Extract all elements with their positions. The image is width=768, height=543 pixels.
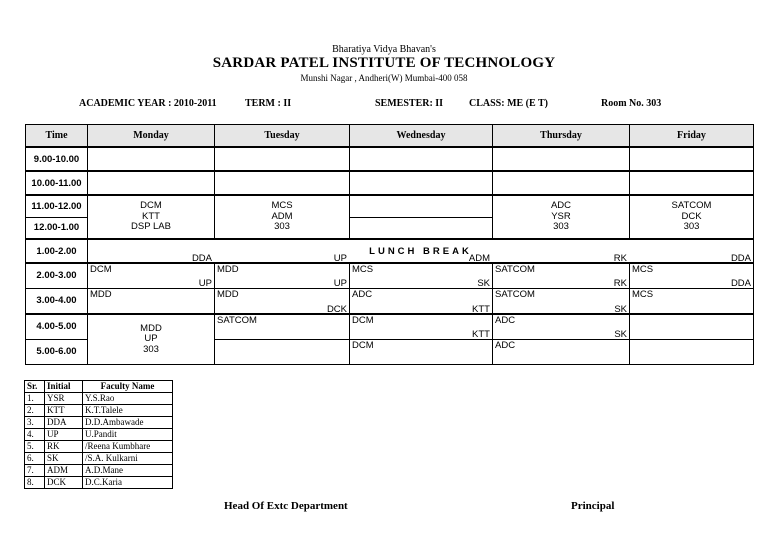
faculty-row (25, 393, 173, 405)
time-slot: 5.00-6.00 (26, 339, 88, 364)
faculty: SK (614, 328, 627, 340)
faculty-name: U.Pandit (83, 429, 173, 441)
room: DSP LAB (131, 221, 171, 233)
faculty-row (25, 477, 173, 489)
institution-address: Munshi Nagar , Andheri(W) Mumbai-400 058 (300, 73, 468, 83)
lecture-cell (350, 253, 493, 288)
table-row (26, 239, 754, 263)
subject: MCS (271, 200, 293, 212)
institution-parent: Bharatiya Vidya Bhavan's (332, 44, 436, 55)
col-header-sr: Sr. (25, 381, 45, 393)
subject: MDD (217, 288, 239, 300)
faculty: YSR (551, 210, 571, 222)
sr-no: 7. (25, 465, 45, 477)
subject: ADC (495, 339, 516, 351)
table-row (26, 195, 754, 217)
faculty: UP (198, 277, 212, 289)
lecture-cell (215, 195, 350, 239)
time-slot: 12.00-1.00 (26, 217, 88, 239)
faculty: SK (614, 304, 627, 315)
table-row (26, 171, 754, 195)
initial: UP (45, 429, 83, 441)
time-slot: 3.00-4.00 (26, 288, 88, 314)
faculty-row (25, 429, 173, 441)
faculty-row (25, 405, 173, 417)
subject: ADC (352, 288, 373, 300)
sr-no: 1. (25, 393, 45, 405)
initial: DCK (45, 477, 83, 489)
sr-no: 4. (25, 429, 45, 441)
institution-title: SARDAR PATEL INSTITUTE OF TECHNOLOGY (212, 55, 556, 71)
table-row (26, 288, 754, 314)
lecture-cell (88, 253, 215, 288)
faculty-name: /Reena Kumbhare (83, 441, 173, 453)
faculty-row (25, 417, 173, 429)
faculty: DDA (191, 253, 212, 264)
faculty: ADM (468, 253, 490, 264)
table-row (26, 263, 754, 288)
lecture-cell (630, 195, 754, 239)
faculty-row (25, 441, 173, 453)
initial: SK (45, 453, 83, 465)
col-header-thursday: Thursday (493, 125, 630, 148)
room: 303 (553, 221, 569, 233)
col-header-time: Time (26, 125, 88, 148)
time-slot: 4.00-5.00 (26, 314, 88, 339)
faculty-name: D.D.Ambawade (83, 417, 173, 429)
faculty: RK (613, 253, 627, 264)
faculty: DCK (326, 304, 347, 315)
subject: MCS (632, 288, 654, 300)
time-slot: 1.00-2.00 (26, 239, 88, 263)
lecture-cell (215, 304, 350, 339)
lecture-cell (88, 277, 215, 314)
faculty-name: D.C.Karia (83, 477, 173, 489)
room: 303 (274, 221, 290, 233)
faculty: DDA (730, 277, 751, 289)
initial: ADM (45, 465, 83, 477)
subject: MDD (140, 322, 162, 334)
lecture-cell (350, 304, 493, 339)
faculty: KTT (142, 210, 160, 222)
subject: SATCOM (495, 288, 535, 300)
faculty: SK (477, 277, 490, 289)
faculty: UP (333, 253, 347, 264)
sr-no: 6. (25, 453, 45, 465)
table-row (26, 314, 754, 339)
subject: MDD (217, 264, 239, 275)
initial: KTT (45, 405, 83, 417)
table-row (26, 147, 754, 171)
lecture-cell (493, 253, 630, 288)
sr-no: 5. (25, 441, 45, 453)
subject: ADC (495, 315, 516, 326)
faculty-table (24, 380, 173, 489)
semester: SEMESTER: II (375, 98, 444, 109)
lecture-cell (493, 328, 630, 364)
faculty-row (25, 453, 173, 465)
time-slot: 11.00-12.00 (26, 195, 88, 217)
col-header-friday: Friday (630, 125, 754, 148)
timetable-header-row (26, 125, 754, 148)
col-header-faculty-name: Faculty Name (83, 381, 173, 393)
lecture-cell (88, 314, 215, 364)
faculty-row (25, 465, 173, 477)
subject: SATCOM (495, 264, 535, 275)
subject: MCS (632, 264, 654, 275)
subject: MCS (352, 264, 374, 275)
sr-no: 2. (25, 405, 45, 417)
lecture-cell (630, 277, 754, 314)
lecture-cell (350, 328, 493, 364)
faculty-header-row (25, 381, 173, 393)
col-header-monday: Monday (88, 125, 215, 148)
sr-no: 8. (25, 477, 45, 489)
col-header-initial: Initial (45, 381, 83, 393)
faculty: DDA (730, 253, 751, 264)
lecture-cell (350, 277, 493, 314)
lecture-cell (493, 195, 630, 239)
timetable (25, 124, 754, 365)
faculty: DCK (681, 210, 702, 222)
subject: SATCOM (217, 315, 257, 326)
lunch-break: LUNCH BREAK (88, 239, 754, 263)
subject: DCM (140, 200, 162, 212)
subject: MDD (90, 288, 112, 300)
lecture-cell (215, 253, 350, 288)
time-slot: 2.00-3.00 (26, 263, 88, 288)
hod-signature-label: Head Of Extc Department (224, 500, 348, 512)
room-number: Room No. 303 (601, 98, 662, 109)
col-header-tuesday: Tuesday (215, 125, 350, 148)
faculty: RK (613, 277, 627, 289)
lecture-cell (493, 304, 630, 339)
term: TERM : II (245, 98, 292, 109)
faculty: ADM (271, 210, 293, 222)
initial: RK (45, 441, 83, 453)
subject: DCM (352, 315, 374, 326)
initial: DDA (45, 417, 83, 429)
room: 303 (143, 343, 159, 355)
subject: ADC (550, 200, 572, 212)
principal-signature-label: Principal (571, 500, 615, 512)
sr-no: 3. (25, 417, 45, 429)
col-header-wednesday: Wednesday (350, 125, 493, 148)
room: 303 (683, 221, 700, 233)
time-slot: 10.00-11.00 (26, 171, 88, 195)
faculty-name: /S.A. Kulkarni (83, 453, 173, 465)
lecture-cell (493, 277, 630, 314)
faculty: UP (333, 277, 347, 289)
academic-year: ACADEMIC YEAR : 2010-2011 (79, 98, 217, 109)
faculty-name: K.T.Talele (83, 405, 173, 417)
faculty: KTT (472, 304, 490, 315)
initial: YSR (45, 393, 83, 405)
class: CLASS: ME (E T) (469, 98, 548, 109)
time-slot: 9.00-10.00 (26, 147, 88, 171)
lecture-cell (88, 195, 215, 239)
subject: DCM (90, 264, 112, 275)
faculty: KTT (472, 328, 490, 340)
faculty-name: A.D.Mane (83, 465, 173, 477)
faculty: UP (144, 333, 158, 344)
faculty-name: Y.S.Rao (83, 393, 173, 405)
subject: DCM (352, 339, 374, 351)
subject: SATCOM (671, 200, 712, 212)
